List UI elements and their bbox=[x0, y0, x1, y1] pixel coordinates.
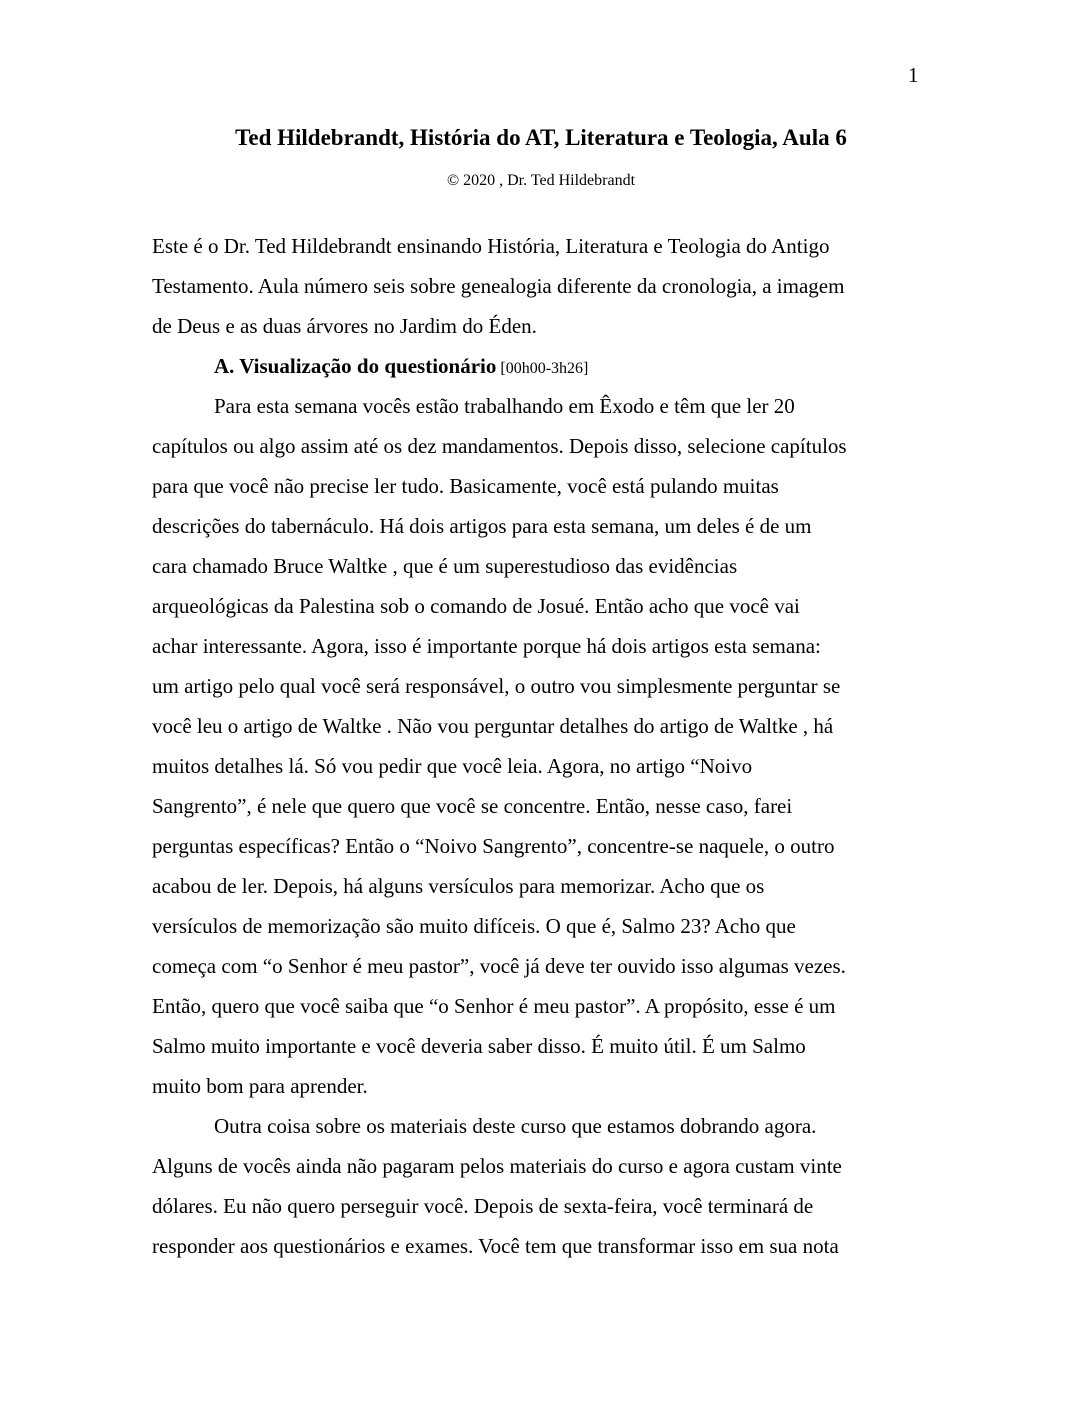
line-text: um artigo pelo qual você será responsável, o outro vou simplesmente perguntar se bbox=[152, 674, 841, 698]
text-line bbox=[152, 586, 930, 626]
line-text: Alguns de vocês ainda não pagaram pelos materiais do curso e agora custam vinte bbox=[152, 1154, 842, 1178]
line-text: Sangrento”, é nele que quero que você se concentre. Então, nesse caso, farei bbox=[152, 794, 793, 818]
line-text: para que você não precise ler tudo. Basicamente, você está pulando muitas bbox=[152, 474, 779, 498]
section-heading: A. Visualização do questionário bbox=[214, 354, 497, 378]
text-line bbox=[152, 1026, 930, 1066]
text-line bbox=[152, 1066, 930, 1106]
line-text: muitos detalhes lá. Só vou pedir que você leia. Agora, no artigo “Noivo bbox=[152, 754, 753, 778]
text-line bbox=[152, 426, 930, 466]
text-line bbox=[152, 746, 930, 786]
line-text: Testamento. Aula número seis sobre genealogia diferente da cronologia, a imagem bbox=[152, 274, 845, 298]
text-line bbox=[152, 706, 930, 746]
text-line bbox=[152, 626, 930, 666]
section-timestamp: [00h00-3h26] bbox=[496, 360, 589, 377]
document-title: Ted Hildebrandt, História do AT, Literatura e Teologia, Aula 6 bbox=[235, 125, 847, 150]
text-line bbox=[152, 1226, 930, 1266]
line-text: Outra coisa sobre os materiais deste curso que estamos dobrando agora. bbox=[214, 1114, 817, 1138]
line-text: acabou de ler. Depois, há alguns versículos para memorizar. Acho que os bbox=[152, 874, 765, 898]
text-line bbox=[152, 1106, 930, 1146]
line-text: Este é o Dr. Ted Hildebrandt ensinando História, Literatura e Teologia do Antigo bbox=[152, 234, 830, 258]
text-line bbox=[152, 546, 930, 586]
text-line bbox=[152, 866, 930, 906]
text-line bbox=[152, 786, 930, 826]
line-text: dólares. Eu não quero perseguir você. Depois de sexta-feira, você terminará de bbox=[152, 1194, 814, 1218]
text-line bbox=[152, 346, 930, 386]
text-line bbox=[152, 266, 930, 306]
text-line bbox=[152, 1146, 930, 1186]
line-text: achar interessante. Agora, isso é importante porque há dois artigos esta semana: bbox=[152, 634, 821, 658]
line-text: muito bom para aprender. bbox=[152, 1074, 368, 1098]
line-text: começa com “o Senhor é meu pastor”, você já deve ter ouvido isso algumas vezes. bbox=[152, 954, 846, 978]
text-line bbox=[152, 506, 930, 546]
text-line bbox=[152, 946, 930, 986]
text-line bbox=[152, 906, 930, 946]
text-line bbox=[152, 466, 930, 506]
line-text: de Deus e as duas árvores no Jardim do Éden. bbox=[152, 314, 537, 338]
line-text: arqueológicas da Palestina sob o comando de Josué. Então acho que você vai bbox=[152, 594, 800, 618]
line-text: você leu o artigo de Waltke . Não vou perguntar detalhes do artigo de Waltke , há bbox=[152, 714, 834, 738]
text-line bbox=[152, 986, 930, 1026]
page-number: 1 bbox=[908, 63, 919, 87]
text-line bbox=[152, 826, 930, 866]
copyright-line: © 2020 , Dr. Ted Hildebrandt bbox=[446, 172, 636, 189]
document-body bbox=[152, 226, 930, 1266]
text-line bbox=[152, 1186, 930, 1226]
line-text: capítulos ou algo assim até os dez mandamentos. Depois disso, selecione capítulos bbox=[152, 434, 847, 458]
text-line bbox=[152, 306, 930, 346]
line-text: Para esta semana vocês estão trabalhando em Êxodo e têm que ler 20 bbox=[214, 394, 795, 418]
line-text: descrições do tabernáculo. Há dois artigos para esta semana, um deles é de um bbox=[152, 514, 812, 538]
text-line bbox=[152, 666, 930, 706]
text-line bbox=[152, 386, 930, 426]
text-line bbox=[152, 226, 930, 266]
line-text: versículos de memorização são muito difíceis. O que é, Salmo 23? Acho que bbox=[152, 914, 796, 938]
line-text: Então, quero que você saiba que “o Senhor é meu pastor”. A propósito, esse é um bbox=[152, 994, 836, 1018]
line-text: Salmo muito importante e você deveria saber disso. É muito útil. É um Salmo bbox=[152, 1034, 806, 1058]
line-text: cara chamado Bruce Waltke , que é um superestudioso das evidências bbox=[152, 554, 738, 578]
line-text: responder aos questionários e exames. Você tem que transformar isso em sua nota bbox=[152, 1234, 839, 1258]
line-text: perguntas específicas? Então o “Noivo Sangrento”, concentre-se naquele, o outro bbox=[152, 834, 835, 858]
